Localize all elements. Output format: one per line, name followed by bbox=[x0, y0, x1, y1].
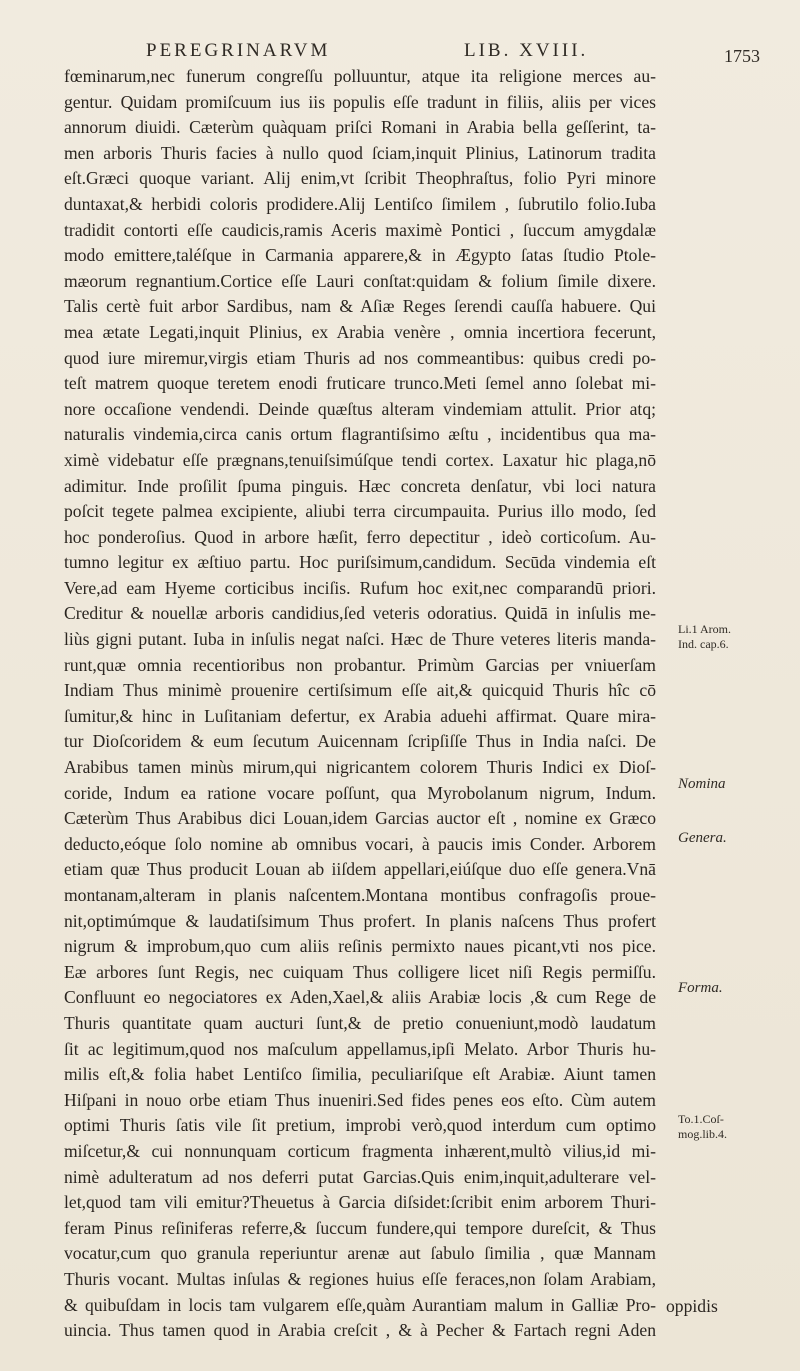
text-line: montanam,alteram in planis naſcentem.Montana montibus confragoſis proue- bbox=[64, 885, 656, 905]
text-line: uincia. Thus tamen quod in Arabia creſcit , & à Pecher & Fartach regni Aden bbox=[64, 1320, 656, 1341]
text-line: Creditur & nouellæ arboris candidius,ſed veteris odoratius. Quidā in inſulis me- bbox=[64, 603, 656, 624]
text-line: Eæ arbores ſunt Regis, nec cuiquam Thus colligere licet niſi Regis permiſſu. bbox=[64, 961, 656, 982]
margin-note-reference: Li.1 Arom. Ind. cap.6. bbox=[678, 622, 731, 651]
text-line: Cæterùm Thus Arabibus dici Louan,idem Garcias auctor eſt , nomine ex Græco bbox=[64, 808, 656, 829]
text-line: vocatur,cum quo granula reperiuntur arenæ aut ſabulo ſimilia , quæ Mannam bbox=[64, 1243, 656, 1264]
text-line: nore occaſione vendendi. Deinde quæſtus alteram vindemiam attulit. Prior atq; bbox=[64, 398, 656, 419]
text-line: hoc ponderoſius. Quod in arbore hæſit, ferro depectitur , ideò corticoſum. Au- bbox=[64, 526, 656, 547]
text-line: ſumitur,& hinc in Luſitaniam defertur, ex Arabia aduehi affirmat. Quare mira- bbox=[64, 705, 656, 726]
text-line: eſt.Græci quoque variant. Alij enim,vt ſcribit Theophraſtus, folio Pyri minore bbox=[64, 168, 656, 189]
text-line: deducto,eóque ſolo nomine ab omnibus vocari, à paucis imis Conder. Arborem bbox=[64, 833, 656, 854]
text-line: men arboris Thuris facies à nullo quod ſciam,inquit Plinius, Latinorum tradita bbox=[64, 142, 656, 163]
text-line: runt,quæ omnia recentioribus non probantur. Primùm Garcias per vniuerſam bbox=[64, 654, 656, 675]
text-line: tradidit contorti eſſe caudicis,ramis Aceris maximè Pontici , ſuccum amygdalæ bbox=[64, 219, 656, 240]
margin-note-nomina: Nomina bbox=[678, 776, 726, 792]
text-line: tumno legitur ex æſtiuo partu. Hoc puriſsimum,candidum. Secūda vindemia eſt bbox=[64, 552, 656, 573]
text-line: & quibuſdam in locis tam vulgarem eſſe,quàm Aurantiam malum in Galliæ Pro- bbox=[64, 1294, 656, 1315]
text-line: annorum diuidi. Cæterùm quàquam priſci Romani in Arabia bella geſſerint, ta- bbox=[64, 117, 656, 138]
text-line: teſt matrem quoque teretem enodi fruticare trunco.Meti ſemel anno ſolebat mi- bbox=[64, 373, 656, 394]
text-line: gentur. Quidam promiſcuum ius iis populis eſſe tradunt in filiis, aliis per vices bbox=[64, 91, 656, 112]
text-line: Indiam Thus minimè prouenire certiſsimum eſſe ait,& quicquid Thuris hîc cō bbox=[64, 680, 656, 701]
text-line: tur Dioſcoridem & eum ſecutum Auicennam ſcripſiſſe Thus in India naſci. De bbox=[64, 731, 656, 752]
text-line: duntaxat,& herbidi coloris prodidere.Alij Lentiſco ſimilem , ſubrutilo folio.Iuba bbox=[64, 193, 656, 214]
catchword: oppidis bbox=[666, 1296, 718, 1316]
text-line: Confluunt eo negociatores ex Aden,Xael,& aliis Arabiæ locis ,& cum Rege de bbox=[64, 987, 656, 1008]
text-line: ſit ac legitimum,quod nos maſculum appellamus,ipſi Melato. Arbor Thuris hu- bbox=[64, 1038, 656, 1059]
text-line: Hiſpani in nouo orbe etiam Thus inueniri.Sed fides penes eos eſto. Cùm autem bbox=[64, 1089, 656, 1110]
text-line: miſcetur,& cui nonnunquam corticum fragmenta inhærent,multò vilius,id mi- bbox=[64, 1140, 656, 1161]
text-line: milis eſt,& folia habet Lentiſco ſimilia, peculiariſque eſt Arabiæ. Aiunt tamen bbox=[64, 1064, 656, 1085]
margin-note-reference: To.1.Coſ- mog.lib.4. bbox=[678, 1112, 728, 1141]
text-line: Thuris vocant. Multas inſulas & regiones huius eſſe feraces,non ſolam Arabiam, bbox=[64, 1268, 656, 1289]
text-line: fœminarum,nec funerum congreſſu polluuntur, atque ita religione merces au- bbox=[64, 66, 656, 86]
running-head-title: PEREGRINARVM bbox=[146, 40, 331, 61]
text-line: nimè adulteratum ad nos deferri putat Garcias.Quis enim,inquit,adulterare vel- bbox=[64, 1166, 656, 1187]
text-line: coride, Indum ea ratione vocare poſſunt, qua Myrobolanum nigrum, Indum. bbox=[64, 782, 656, 803]
text-line: ximè videbatur eſſe prægnans,tenuiſsimúſque tendi cortex. Laxatur hic plaga,nō bbox=[64, 449, 656, 470]
text-line: Thuris quantitate quam aucturi ſunt,& de pretio conueniunt,modò laudatum bbox=[64, 1012, 656, 1033]
text-line: nit,optimúmque & laudatiſsimum Thus profert. In planis naſcens Thus profert bbox=[64, 910, 656, 931]
text-line: mæorum regnantium.Cortice eſſe Lauri conſtat:quidam & folium ſimile dixere. bbox=[64, 270, 656, 291]
text-line: Talis certè fuit arbor Sardibus, nam & Aſiæ Reges ſerendi cauſſa habuere. Qui bbox=[64, 296, 656, 317]
text-line: Vere,ad eam Hyeme corticibus inciſis. Rufum hoc exit,nec comparandū priori. bbox=[64, 577, 656, 598]
text-line: let,quod tam vili emitur?Theuetus à Garcia diſsidet:ſcribit enim arborem Thuri- bbox=[64, 1192, 656, 1213]
text-line: feram Pinus reſiniferas referre,& ſuccum fundere,qui tempore dureſcit, & Thus bbox=[64, 1217, 656, 1238]
text-line: adimitur. Inde proſilit ſpuma pinguis. Hæc concreta denſatur, vbi loci natura bbox=[64, 475, 656, 496]
running-head-book: LIB. XVIII. bbox=[464, 40, 589, 61]
text-line: naturalis vindemia,circa canis ortum flagrantiſsimo æſtu , incidentibus qua ma- bbox=[64, 424, 656, 445]
text-line: quod iure miremur,virgis etiam Thuris ad nos commeantibus: quibus credi po- bbox=[64, 347, 656, 368]
page-number: 1753 bbox=[724, 46, 760, 66]
text-line: mea ætate Legati,inquit Plinius, ex Arabia venère , omnia incertiora fecerunt, bbox=[64, 321, 656, 342]
text-line: Arabibus tamen minùs mirum,qui nigricantem colorem Thuris Indici ex Dioſ- bbox=[64, 757, 656, 778]
body-text bbox=[64, 64, 656, 1344]
text-line: etiam quæ Thus producit Louan ab iiſdem appellari,eiúſque duo eſſe genera.Vnā bbox=[64, 859, 656, 880]
margin-note-forma: Forma. bbox=[678, 980, 723, 996]
text-line: modo emittere,taléſque in Carmania apparere,& in Ægypto ſatas ſtudio Ptole- bbox=[64, 245, 656, 266]
text-line: nigrum & improbum,quo cum aliis reſinis permixto naues picant,vti nos pice. bbox=[64, 936, 656, 957]
margin-note-genera: Genera. bbox=[678, 830, 727, 846]
text-line: poſcit tegete palmea excipiente, aliubi terra circumpauita. Purius illo modo, ſed bbox=[64, 501, 656, 522]
text-line: optimi Thuris ſatis vile ſit pretium, improbi verò,quod interdum cum optimo bbox=[64, 1115, 656, 1136]
text-line: liùs gigni putant. Iuba in inſulis negat naſci. Hæc de Thure veteres literis manda- bbox=[64, 629, 656, 650]
